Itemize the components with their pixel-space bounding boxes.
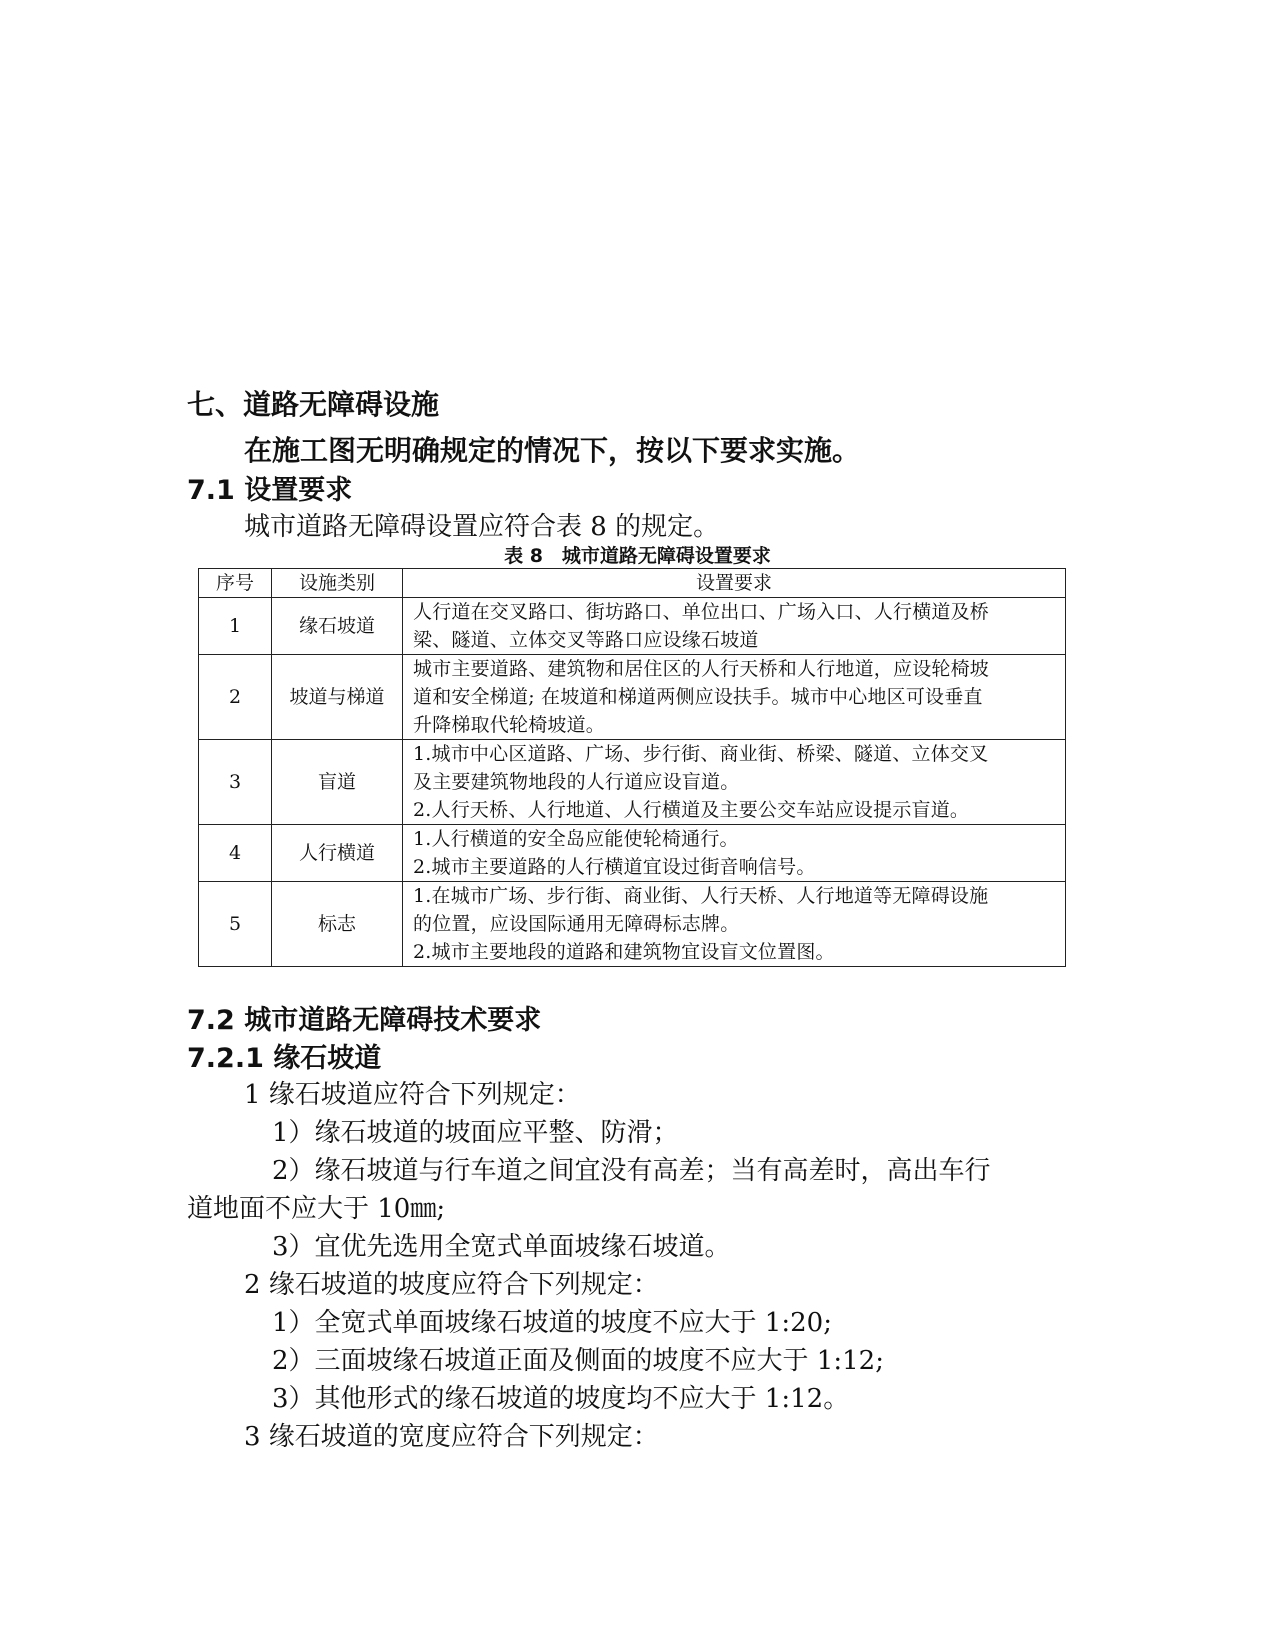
table-row [199, 740, 1066, 825]
paragraph-2-item-2: 2）三面坡缘石坡道正面及侧面的坡度不应大于 1:12; [272, 1346, 884, 1376]
row-category: 标志 [272, 882, 403, 967]
subsection-7-2-1-title: 7.2.1 缘石坡道 [187, 1043, 382, 1074]
requirement-line: 2.城市主要道路的人行横道宜设过街音响信号。 [413, 856, 816, 878]
requirement-line: 道和安全梯道; 在坡道和梯道两侧应设扶手。城市中心地区可设垂直 [413, 686, 983, 708]
table-caption: 表 8 城市道路无障碍设置要求 [504, 545, 771, 567]
subsection-7-2-title: 7.2 城市道路无障碍技术要求 [187, 1005, 542, 1036]
requirement-line: 2.城市主要地段的道路和建筑物宜设盲文位置图。 [413, 941, 835, 963]
paragraph-1-item-2: 2）缘石坡道与行车道之间宜没有高差；当有高差时，高出车行 [272, 1156, 991, 1186]
row-category: 坡道与梯道 [272, 655, 403, 740]
row-category: 盲道 [272, 740, 403, 825]
row-category: 人行横道 [272, 825, 403, 882]
requirement-line: 城市主要道路、建筑物和居住区的人行天桥和人行地道，应设轮椅坡 [413, 658, 990, 680]
subsection-7-1-title: 7.1 设置要求 [187, 475, 353, 506]
row-requirement [403, 655, 1066, 740]
row-requirement [403, 598, 1066, 655]
table-row [199, 655, 1066, 740]
requirement-line: 1.人行横道的安全岛应能使轮椅通行。 [413, 828, 739, 850]
row-category: 缘石坡道 [272, 598, 403, 655]
paragraph-3: 3 缘石坡道的宽度应符合下列规定： [244, 1422, 659, 1452]
section-title: 七、道路无障碍设施 [187, 388, 440, 421]
requirement-line: 及主要建筑物地段的人行道应设盲道。 [413, 771, 740, 793]
requirement-line: 的位置，应设国际通用无障碍标志牌。 [413, 913, 740, 935]
requirement-line: 人行道在交叉路口、街坊路口、单位出口、广场入口、人行横道及桥 [413, 601, 990, 623]
table-row [199, 882, 1066, 967]
header-requirement: 设置要求 [403, 569, 1066, 598]
paragraph-1: 1 缘石坡道应符合下列规定： [244, 1080, 581, 1110]
requirement-line: 梁、隧道、立体交叉等路口应设缘石坡道 [413, 629, 759, 651]
table-row [199, 598, 1066, 655]
requirement-line: 2.人行天桥、人行地道、人行横道及主要公交车站应设提示盲道。 [413, 799, 970, 821]
requirements-table [198, 568, 1066, 967]
requirement-line: 1.在城市广场、步行街、商业街、人行天桥、人行地道等无障碍设施 [413, 885, 989, 907]
row-requirement [403, 825, 1066, 882]
row-no: 1 [199, 598, 272, 655]
paragraph-1-item-1: 1）缘石坡道的坡面应平整、防滑； [272, 1118, 679, 1148]
paragraph-1-item-3: 3）宜优先选用全宽式单面坡缘石坡道。 [272, 1232, 731, 1262]
requirement-line: 升降梯取代轮椅坡道。 [413, 714, 606, 736]
header-category: 设施类别 [272, 569, 403, 598]
paragraph-1-item-2-continued: 道地面不应大于 10㎜; [187, 1194, 446, 1224]
paragraph-2-item-1: 1）全宽式单面坡缘石坡道的坡度不应大于 1:20; [272, 1308, 832, 1338]
section-note: 在施工图无明确规定的情况下，按以下要求实施。 [244, 434, 861, 467]
row-requirement [403, 882, 1066, 967]
row-no: 4 [199, 825, 272, 882]
requirement-line: 1.城市中心区道路、广场、步行街、商业街、桥梁、隧道、立体交叉 [413, 743, 989, 765]
header-no: 序号 [199, 569, 272, 598]
table-header-row [199, 569, 1066, 598]
row-requirement [403, 740, 1066, 825]
paragraph-2: 2 缘石坡道的坡度应符合下列规定： [244, 1270, 659, 1300]
subsection-7-1-intro: 城市道路无障碍设置应符合表 8 的规定。 [244, 512, 720, 542]
paragraph-2-item-3: 3）其他形式的缘石坡道的坡度均不应大于 1:12。 [272, 1384, 850, 1414]
row-no: 5 [199, 882, 272, 967]
table-row [199, 825, 1066, 882]
row-no: 2 [199, 655, 272, 740]
row-no: 3 [199, 740, 272, 825]
